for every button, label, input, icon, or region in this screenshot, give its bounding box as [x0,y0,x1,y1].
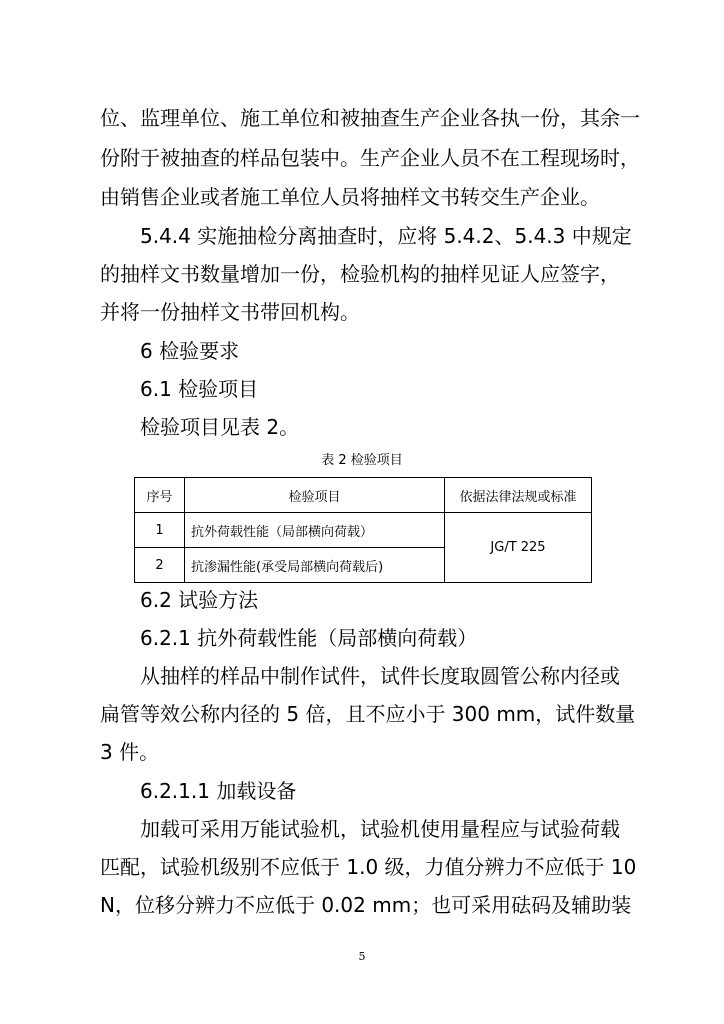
body-text: 检验项目见表 2。 [140,415,300,439]
text-line: 份附于被抽查的样品包装中。生产企业人员不在工程现场时， [100,146,640,170]
text-line: 位、监理单位、施工单位和被抽查生产企业各执一份，其余一 [100,106,640,130]
subsection-heading: 6.2 试验方法 [140,588,259,612]
row-number: 1 [135,513,185,548]
text-line: N，位移分辨力不应低于 0.02 mm；也可采用砝码及辅助装 [100,893,632,917]
text-line: 从抽样的样品中制作试件，试件长度取圆管公称内径或 [140,664,620,688]
header-cell-item: 检验项目 [185,478,445,513]
header-cell-number: 序号 [135,478,185,513]
inspection-items-table [134,477,592,583]
text-line: 由销售企业或者施工单位人员将抽样文书转交生产企业。 [100,185,600,209]
text-line: 5.4.4 实施抽检分离抽查时，应将 5.4.2、5.4.3 中规定 [140,224,632,248]
text-line: 扁管等效公称内径的 5 倍，且不应小于 300 mm，试件数量 [100,702,636,726]
header-cell-standard: 依据法律法规或标准 [445,478,592,513]
text-line: 并将一份抽样文书带回机构。 [100,300,360,324]
text-line: 3 件。 [100,740,160,764]
row-item: 抗渗漏性能(承受局部横向荷载后) [185,548,445,583]
text-line: 匹配，试验机级别不应低于 1.0 级，力值分辨力不应低于 10 [100,855,637,879]
text-line: 的抽样文书数量增加一份，检验机构的抽样见证人应签字， [100,262,620,286]
table-caption: 表 2 检验项目 [321,453,403,468]
table-header-row [135,478,592,513]
text-line: 加载可采用万能试验机，试验机使用量程应与试验荷载 [140,817,620,841]
page-number: 5 [358,950,366,963]
section-heading: 6 检验要求 [140,339,240,363]
row-item: 抗外荷载性能（局部横向荷载） [185,513,445,548]
subsection-heading: 6.1 检验项目 [140,377,259,401]
row-number: 2 [135,548,185,583]
standard-cell: JG/T 225 [445,513,592,583]
subsection-heading: 6.2.1.1 加载设备 [140,779,297,803]
subsection-heading: 6.2.1 抗外荷载性能（局部横向荷载） [140,626,478,650]
table-row [135,513,592,548]
